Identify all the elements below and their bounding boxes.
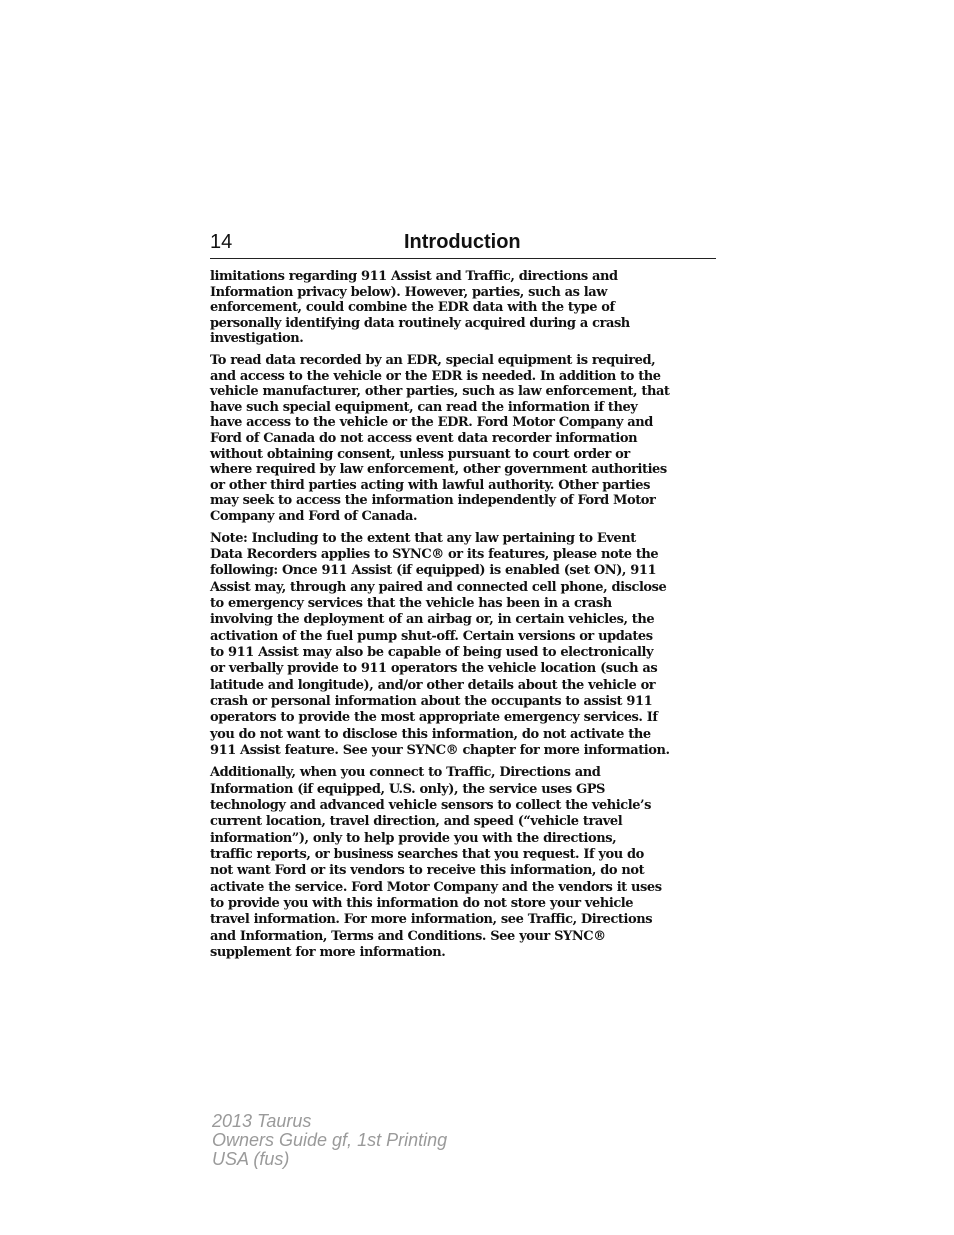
footer-region	[212, 1150, 447, 1169]
section-title: Introduction	[404, 231, 521, 253]
page-header	[210, 230, 716, 259]
body-text	[210, 269, 720, 967]
footer-edition: Owners Guide gf, 1st Printing	[212, 1130, 448, 1150]
footer-region-code: (fus)	[253, 1149, 290, 1169]
footer-region-name: USA	[212, 1149, 249, 1169]
page-number: 14	[210, 231, 233, 253]
paragraph-sync-911-note: Note: Including to the extent that any law pertaining to Event Data Recorders applies to SYNC® or its features, please note the following: Once 911 Assist (if equipped) is enabled (set ON), 911 Assist may, through any paired and connected cell phone, disclose to emergency services that the vehicle has been in a crash involving the deployment of an airbag or, in certain vehicles, the activation of the fuel pump shut-off. Certain versions or updates to 911 Assist may also be capable of being used to electronically or verbally provide to 911 operators the vehicle location (such as latitude and longitude), and/or other details about the vehicle or crash or personal information about the occupants to assist 911 operators to provide the most appropriate emergency services. If you do not want to disclose this information, do not activate the 911 Assist feature. See your SYNC® chapter for more information.	[210, 530, 670, 758]
paragraph-traffic-directions: Additionally, when you connect to Traffic, Directions and Information (if equipped, U.S. only), the service uses GPS technology and advanced vehicle sensors to collect the vehicle’s current location, travel direction, and speed (“vehicle travel information”), only to help provide you with the directions, traffic reports, or business searches that you request. If you do not want Ford or its vendors to receive this information, do not activate the service. Ford Motor Company and the vendors it uses to provide you with this information do not store your vehicle travel information. For more information, see Traffic, Directions and Information, Terms and Conditions. See your SYNC® supplement for more information.	[210, 765, 662, 961]
paragraph-edr-limitations: limitations regarding 911 Assist and Traffic, directions and Information privacy below). However, parties, such as law enforcement, could combine the EDR data with the type of personally identifying data routinely acquired during a crash investigation.	[210, 269, 630, 347]
paragraph-edr-access: To read data recorded by an EDR, special equipment is required, and access to the vehicle or the EDR is needed. In addition to the vehicle manufacturer, other parties, such as law enforcement, that have such special equipment, can read the information if they have access to the vehicle or the EDR. Ford Motor Company and Ford of Canada do not access event data recorder information without obtaining consent, unless pursuant to court order or where required by law enforcement, other government authorities or other third parties acting with lawful authority. Other parties may seek to access the information independently of Ford Motor Company and Ford of Canada.	[210, 352, 670, 524]
page-footer	[212, 1112, 447, 1169]
footer-model: 2013 Taurus	[212, 1111, 312, 1131]
